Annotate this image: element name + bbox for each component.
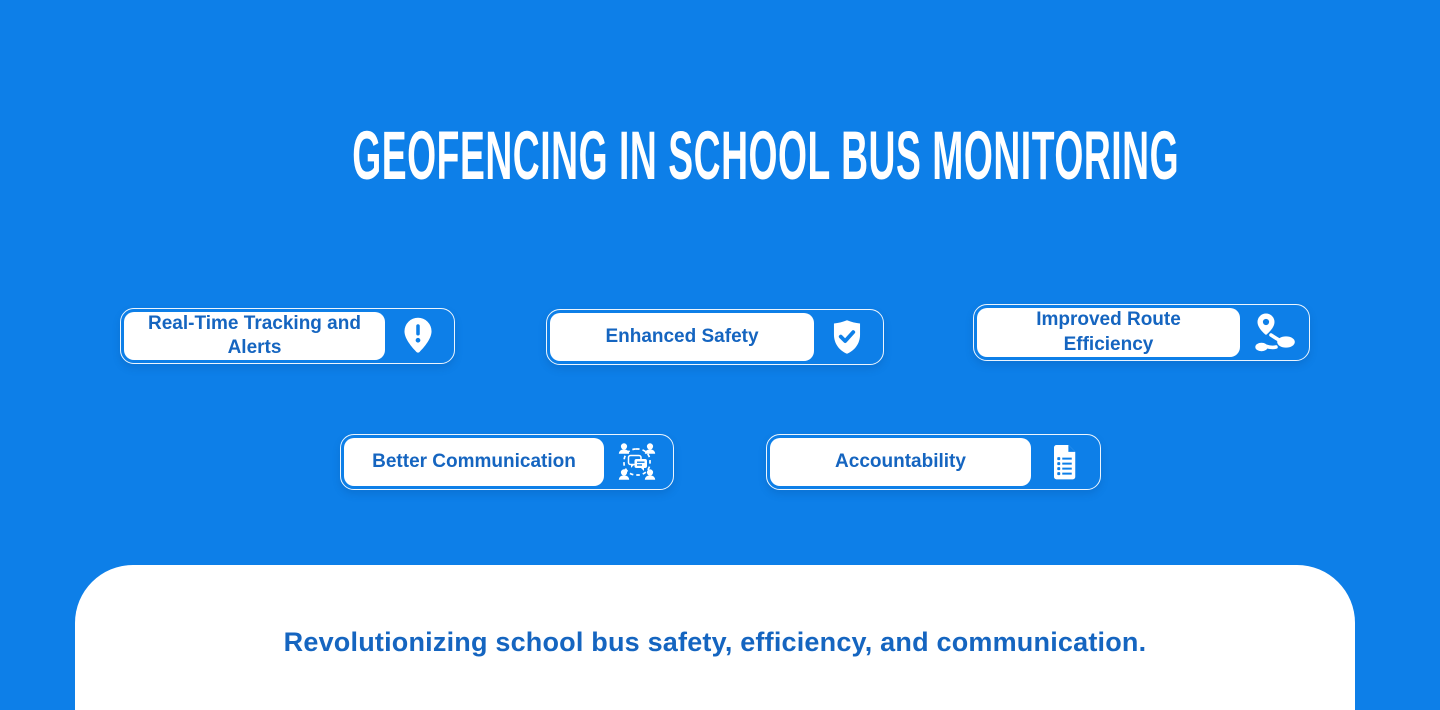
shield-check-icon [814,313,880,361]
feature-label: Better Communication [344,438,604,486]
feature-label: Improved Route Efficiency [977,308,1240,357]
feature-card-improved-route-efficiency [973,304,1310,361]
bottom-panel [75,565,1355,710]
feature-label: Enhanced Safety [550,313,814,361]
feature-card-enhanced-safety [546,309,884,365]
feature-label: Accountability [770,438,1031,486]
location-pin-alert-icon [385,312,451,360]
people-chat-network-icon [604,438,670,486]
page-title [0,116,1440,195]
feature-label: Real-Time Tracking and Alerts [124,312,385,360]
page-title-text: GEOFENCING IN SCHOOL BUS MONITORING [352,117,1180,194]
subtitle-text: Revolutionizing school bus safety, efficiency, and communication. [283,627,1147,657]
feature-card-accountability [766,434,1101,490]
feature-card-real-time-tracking [120,308,455,364]
route-map-icon [1240,308,1306,357]
document-checklist-icon [1031,438,1097,486]
feature-card-better-communication [340,434,674,490]
